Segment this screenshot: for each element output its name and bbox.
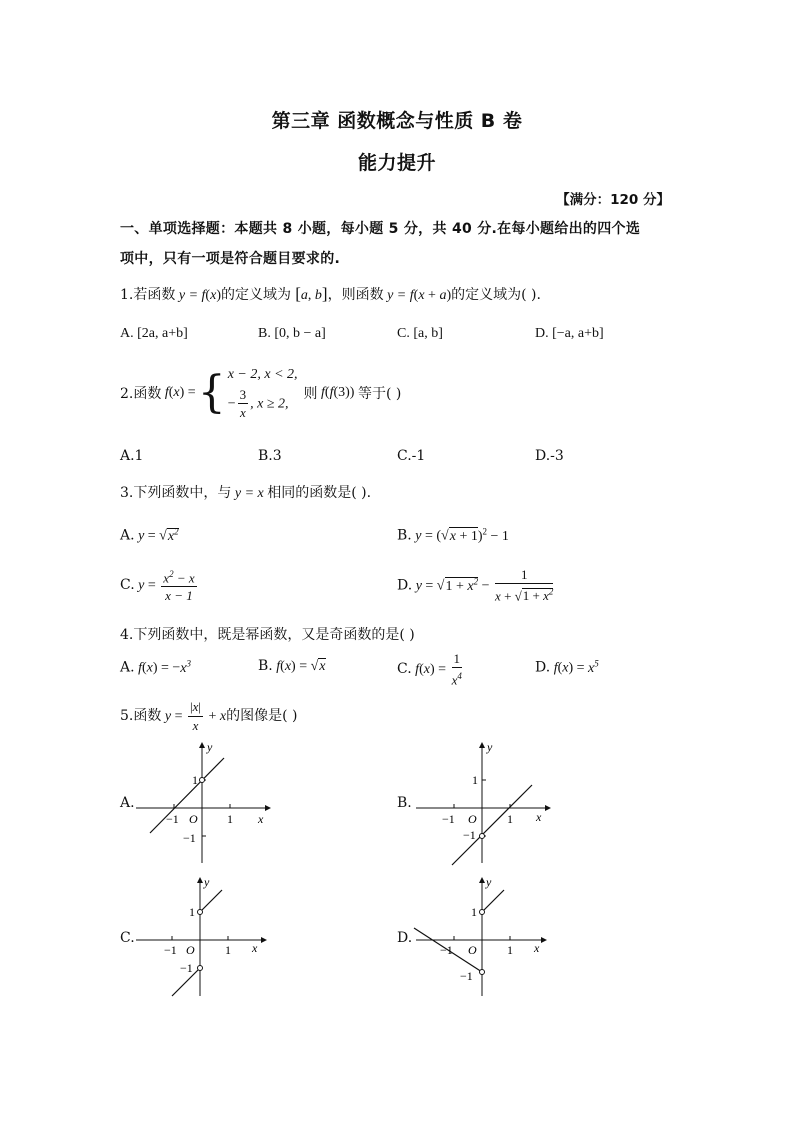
tick-label-yneg1: −1: [460, 969, 473, 983]
question-4-option-b[interactable]: B. f(x) = √x: [258, 658, 326, 674]
question-1-option-a[interactable]: A. [2a, a+b]: [120, 326, 188, 341]
open-point-bottom: [198, 966, 203, 971]
y-label: y: [486, 875, 492, 889]
graph-line-right: [200, 890, 222, 912]
y-label: y: [487, 740, 493, 754]
tick-label-1: 1: [225, 943, 231, 957]
x-label: x: [534, 941, 540, 955]
question-2-stem: 2.函数 f ( x ) = { x − 2, x < 2, − $\frac{3}{x}$ , x ≥ 2, 则 f ( f (3)) 等于( ): [120, 366, 402, 420]
question-3-option-c[interactable]: C. y = $\frac{x^2 - x}{x - 1}$: [120, 566, 199, 604]
origin-label: O: [186, 943, 195, 957]
section-heading-line2: 项中，只有一项是符合题目要求的.: [120, 251, 341, 267]
question-2-option-b[interactable]: B.3: [258, 448, 282, 464]
question-4-option-c[interactable]: C. f(x) = $\frac{1}{x^4}$: [397, 651, 462, 688]
tick-label-1: 1: [507, 943, 513, 957]
page-title: 第三章 函数概念与性质 B 卷: [271, 110, 523, 132]
graph-option-a[interactable]: [130, 735, 290, 870]
question-5-option-b-label[interactable]: B.: [397, 795, 412, 811]
question-5-stem: 5.函数 y = $\frac{|x|}{x}$ + x的图像是( ): [120, 699, 298, 733]
open-point: [480, 834, 485, 839]
question-4-stem: 4.下列函数中，既是幂函数，又是奇函数的是( ): [120, 627, 415, 643]
graph-option-b[interactable]: [410, 735, 570, 870]
graph-option-c[interactable]: [130, 872, 290, 1002]
x-label: x: [258, 812, 264, 826]
section-heading-line1: 一、单项选择题：本题共 8 小题，每小题 5 分，共 40 分.在每小题给出的四个选: [120, 221, 641, 237]
tick-label-neg1: −1: [166, 812, 179, 826]
question-2-option-c[interactable]: C.-1: [397, 448, 426, 464]
tick-label-yneg1: −1: [180, 961, 193, 975]
y-label: y: [204, 875, 210, 889]
tick-label-1: 1: [507, 812, 513, 826]
tick-label-neg1: −1: [440, 943, 453, 957]
page-subtitle: 能力提升: [357, 152, 436, 174]
question-3-option-d[interactable]: D. $y = √1 + x^2$ − $\frac{1}{x + √1 + x^2}$: [397, 567, 554, 604]
tick-label-y1: 1: [189, 905, 195, 919]
x-label: x: [536, 810, 542, 824]
tick-label-yneg1: −1: [183, 831, 196, 845]
tick-label-y1: 1: [471, 905, 477, 919]
question-3-stem: 3.下列函数中，与 y = x 相同的函数是( ).: [120, 485, 372, 501]
graph-line: [452, 785, 532, 865]
tick-label-neg1: −1: [164, 943, 177, 957]
question-1-option-b[interactable]: B. [0, b − a]: [258, 326, 326, 341]
tick-label-y1: 1: [192, 773, 198, 787]
origin-label: O: [468, 812, 477, 826]
graph-line: [150, 758, 224, 833]
origin-label: O: [189, 812, 198, 826]
open-point: [200, 778, 205, 783]
y-label: y: [207, 740, 213, 754]
question-1-option-c[interactable]: C. [a, b]: [397, 326, 443, 341]
question-1-option-d[interactable]: D. [−a, a+b]: [535, 326, 604, 341]
origin-label: O: [468, 943, 477, 957]
question-2-option-a[interactable]: A.1: [120, 448, 144, 464]
question-5-option-d-label[interactable]: D.: [397, 930, 413, 946]
open-point-top: [480, 910, 485, 915]
tick-label-1: 1: [227, 812, 233, 826]
question-5-option-c-label[interactable]: C.: [120, 930, 135, 946]
question-4-option-d[interactable]: D. $f(x) = x^5$: [535, 658, 599, 676]
question-2-option-d[interactable]: D.-3: [535, 448, 564, 464]
x-label: x: [252, 941, 258, 955]
question-3-option-b[interactable]: B. $y = (√x + 1)^2 - 1$: [397, 526, 509, 544]
tick-label-y1: 1: [472, 773, 478, 787]
score-note: 【满分：120 分】: [556, 192, 670, 208]
question-4-option-a[interactable]: A. $f(x) = -x^3$: [120, 658, 192, 676]
graph-line-right: [482, 890, 504, 912]
tick-label-yneg1: −1: [463, 828, 476, 842]
question-5-option-a-label[interactable]: A.: [120, 795, 135, 811]
graph-option-d[interactable]: [410, 872, 570, 1002]
open-point-bottom: [480, 970, 485, 975]
question-3-option-a[interactable]: A. $y = √x^2$: [120, 526, 179, 544]
tick-label-neg1: −1: [442, 812, 455, 826]
open-point-top: [198, 910, 203, 915]
question-1-stem: 1.若函数 y = f(x)的定义域为 [a, b]，则函数 y = f(x + a)的定义域为( ).: [120, 284, 541, 303]
